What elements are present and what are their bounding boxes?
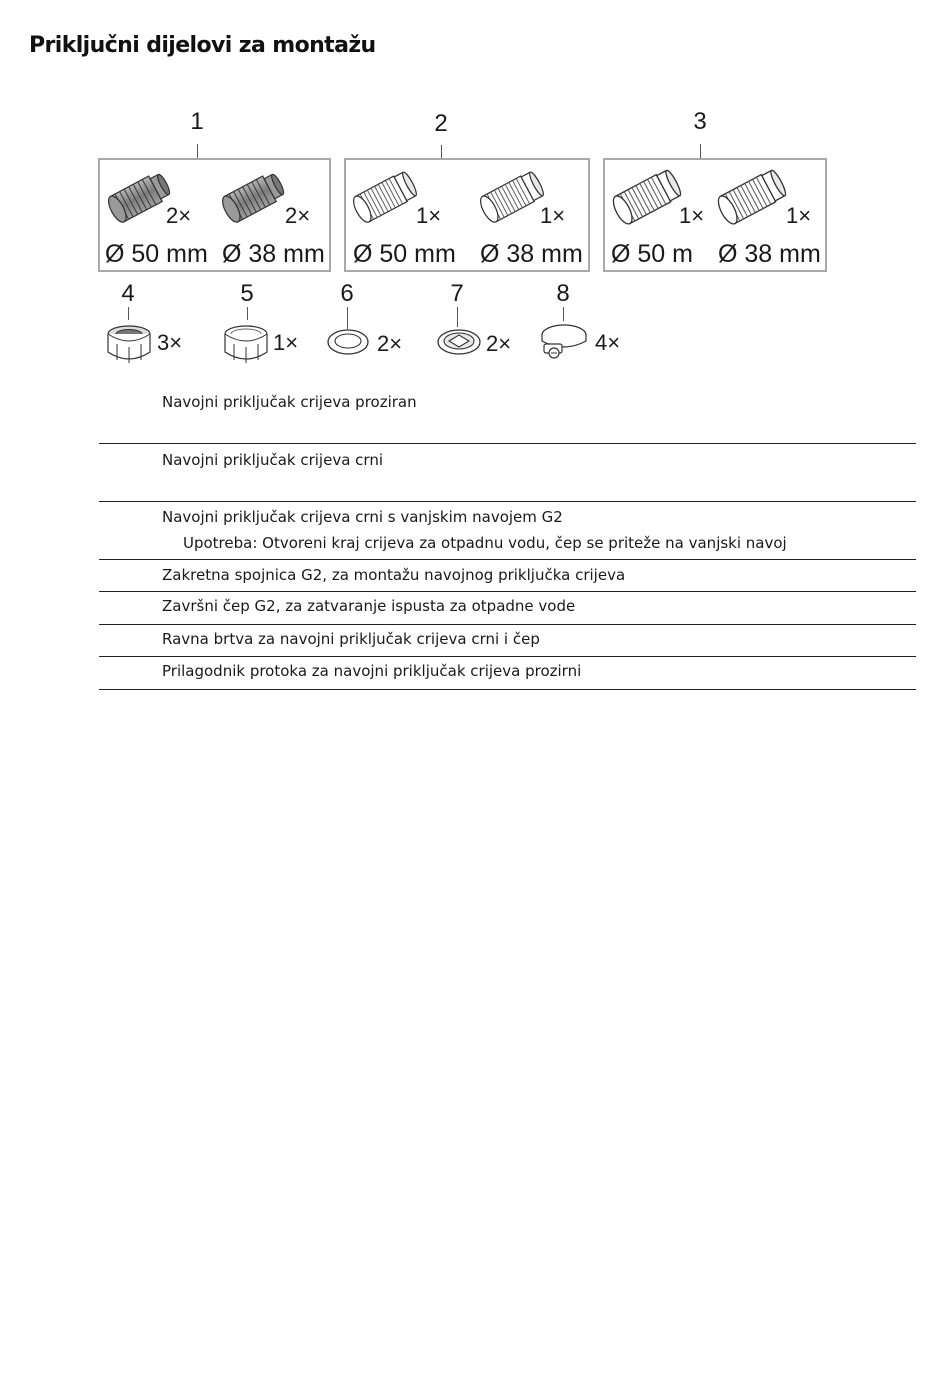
leader-line [700, 144, 701, 158]
quantity-label: 1× [786, 203, 812, 228]
diameter-label: Ø 50 mm [353, 240, 456, 268]
list-item-text: Navojni priključak crijeva proziran [162, 393, 417, 411]
quantity-label: 4× [595, 330, 621, 355]
list-item-text: Ravna brtva za navojni priključak crijeva crni i čep [162, 630, 540, 648]
threaded-nut-icon [103, 318, 155, 368]
diameter-label: Ø 50 m [611, 240, 693, 268]
hose-clamp-icon [538, 318, 594, 364]
quantity-label: 1× [416, 203, 442, 228]
list-item-text: Zakretna spojnica G2, za montažu navojnog priključka crijeva [162, 566, 626, 584]
flow-adapter-icon [435, 324, 483, 358]
quantity-label: 2× [377, 331, 403, 356]
group-number-2: 2 [434, 110, 448, 137]
quantity-label: 3× [157, 330, 183, 355]
diameter-label: Ø 38 mm [222, 240, 325, 268]
list-item-usage-note: Upotreba: Otvoreni kraj crijeva za otpadnu vodu, čep se priteže na vanjski navoj [183, 534, 787, 552]
quantity-label: 2× [285, 203, 311, 228]
leader-line [197, 144, 198, 158]
end-cap-icon [220, 318, 272, 368]
dark-hose-nozzle-icon [218, 166, 290, 228]
part-number-5: 5 [240, 280, 254, 307]
list-item-text: Završni čep G2, za zatvaranje ispusta za otpadne vode [162, 597, 576, 615]
part-number-7: 7 [450, 280, 464, 307]
list-item-text: Prilagodnik protoka za navojni priključak crijeva prozirni [162, 662, 582, 680]
part-number-8: 8 [556, 280, 570, 307]
part-number-4: 4 [121, 280, 135, 307]
list-item [99, 444, 916, 502]
threaded-hose-nozzle-icon [607, 164, 687, 230]
diameter-label: Ø 38 mm [480, 240, 583, 268]
page-title: Priključni dijelovi za montažu [29, 33, 376, 58]
list-item [99, 657, 916, 690]
parts-list [99, 386, 916, 690]
list-item [99, 625, 916, 657]
quantity-label: 2× [166, 203, 192, 228]
list-item [99, 502, 916, 560]
quantity-label: 1× [540, 203, 566, 228]
transparent-hose-nozzle-icon [349, 166, 421, 228]
group-number-3: 3 [693, 108, 707, 135]
part-number-6: 6 [340, 280, 354, 307]
threaded-hose-nozzle-icon [712, 164, 792, 230]
group-number-1: 1 [190, 108, 204, 135]
leader-line [441, 145, 442, 158]
diameter-label: Ø 50 mm [105, 240, 208, 268]
quantity-label: 2× [486, 331, 512, 356]
diameter-label: Ø 38 mm [718, 240, 821, 268]
list-item [99, 560, 916, 592]
list-item-text: Navojni priključak crijeva crni [162, 451, 383, 469]
list-item-text: Navojni priključak crijeva crni s vanjskim navojem G2 [162, 508, 563, 526]
quantity-label: 1× [273, 330, 299, 355]
list-item [99, 592, 916, 625]
list-item [99, 386, 916, 444]
quantity-label: 1× [679, 203, 705, 228]
flat-gasket-icon [325, 326, 371, 358]
transparent-hose-nozzle-icon [476, 166, 548, 228]
